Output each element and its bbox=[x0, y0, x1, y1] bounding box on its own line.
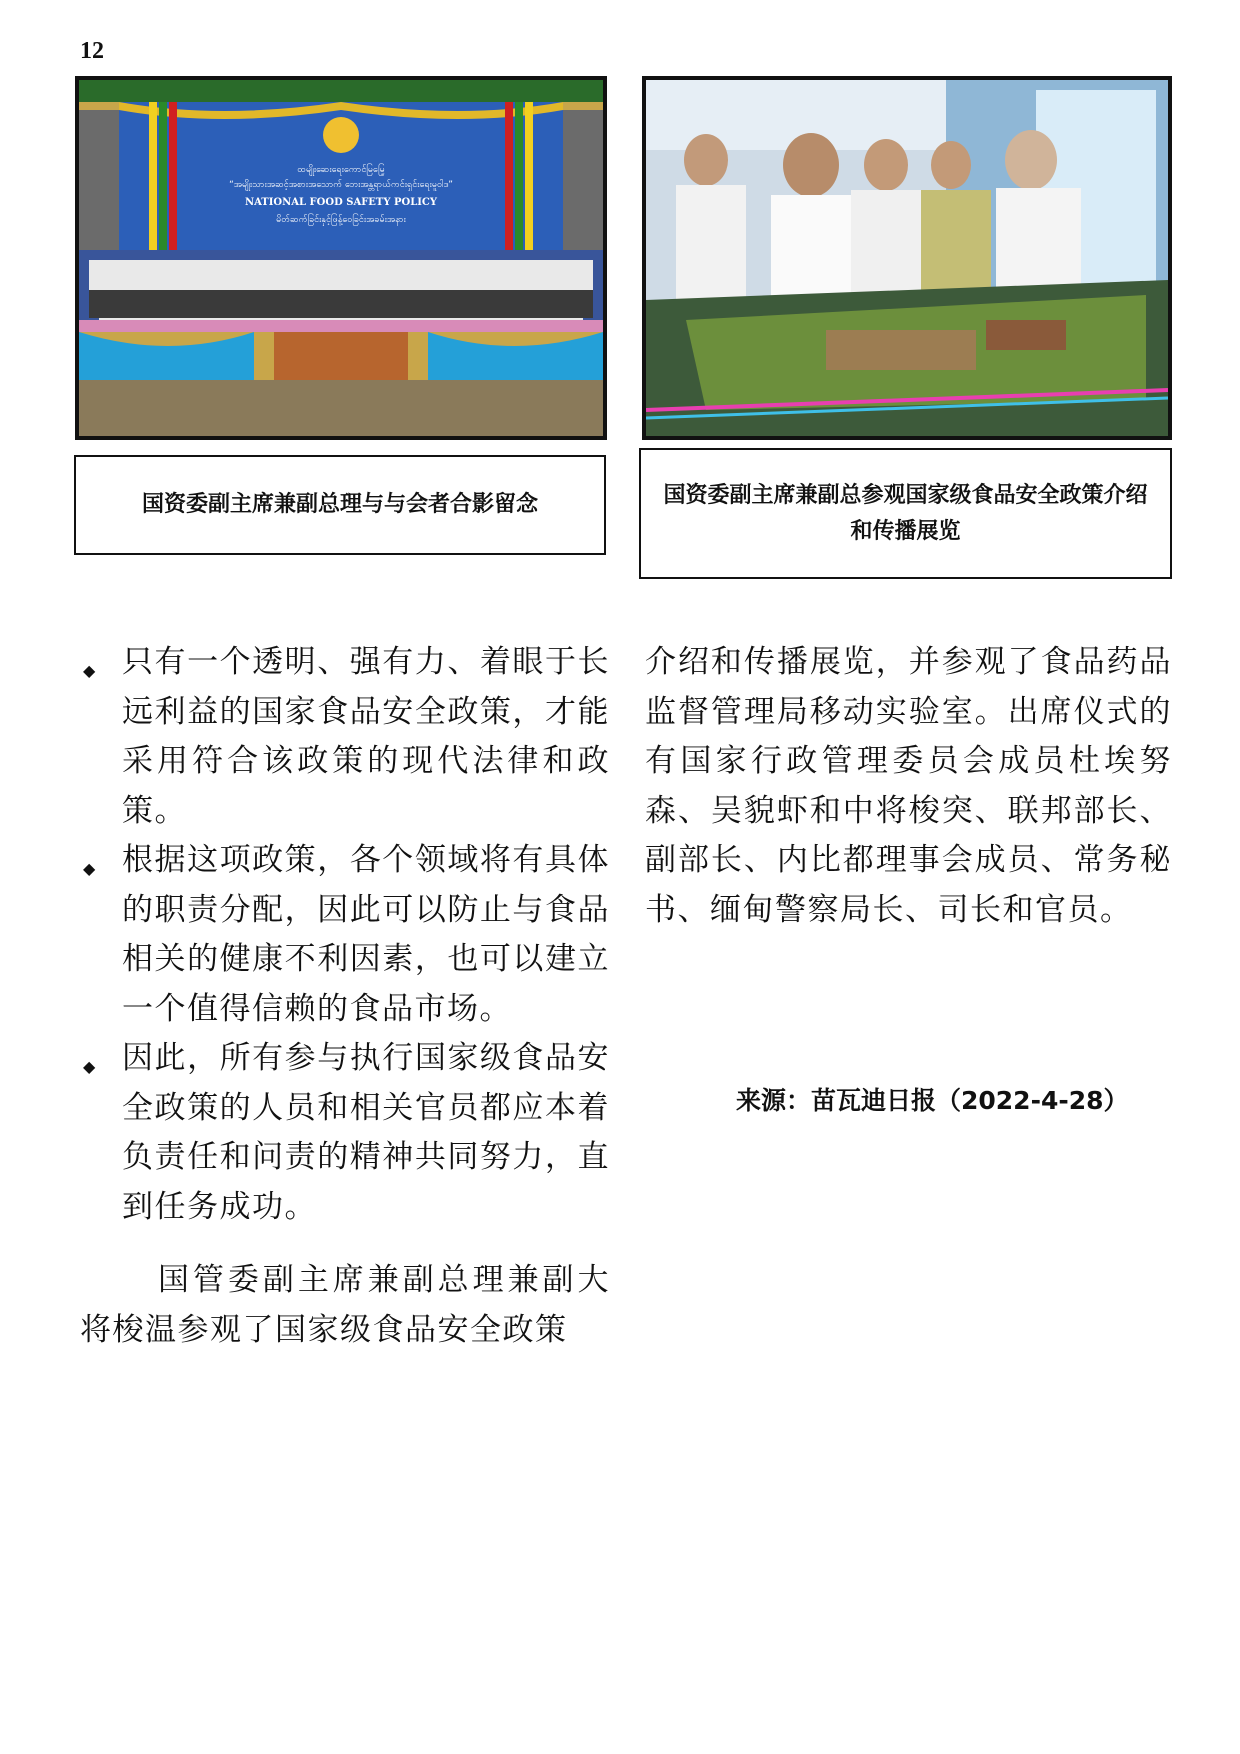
bullet-item bbox=[80, 638, 610, 836]
diamond-bullet-icon: ◆ bbox=[83, 661, 97, 680]
source-citation: 来源：苗瓦迪日报（2022-4-28） bbox=[736, 1086, 1129, 1115]
photo-caption-2: 国资委副主席兼副总参观国家级食品安全政策介绍和传播展览 bbox=[639, 448, 1172, 579]
body-paragraph-right: 介绍和传播展览，并参观了食品药品监督管理局移动实验室。出席仪式的有国家行政管理委员会成员杜埃努森、吴貌虾和中将梭突、联邦部长、副部长、内比都理事会成员、常务秘书、缅甸警察局长、司长和官员。 bbox=[645, 644, 1172, 928]
bullet-text: 根据这项政策，各个领域将有具体的职责分配，因此可以防止与食品相关的健康不利因素，也可以建立一个值得信赖的食品市场。 bbox=[122, 842, 610, 1027]
photo-caption-1: 国资委副主席兼副总理与与会者合影留念 bbox=[74, 455, 606, 555]
right-column bbox=[645, 638, 1172, 935]
bullet-text: 因此，所有参与执行国家级食品安全政策的人员和相关官员都应本着负责任和问责的精神共同努力，直到任务成功。 bbox=[122, 1040, 610, 1225]
exhibition-photo-illustration bbox=[646, 80, 1168, 436]
group-photo bbox=[75, 76, 607, 440]
bullet-item bbox=[80, 1034, 610, 1232]
exhibition-photo bbox=[642, 76, 1172, 440]
banner-en: NATIONAL FOOD SAFETY POLICY bbox=[244, 197, 438, 208]
diamond-bullet-icon: ◆ bbox=[83, 1057, 97, 1076]
body-paragraph-left: 国管委副主席兼副总理兼副大将梭温参观了国家级食品安全政策 bbox=[80, 1262, 610, 1348]
diamond-bullet-icon: ◆ bbox=[83, 859, 97, 878]
banner-top: ထမျိုးဆေးရေးကောင်မြမြေ့ bbox=[297, 165, 385, 175]
bullet-list bbox=[80, 638, 610, 1232]
left-column bbox=[80, 638, 610, 1355]
group-photo-illustration bbox=[79, 80, 603, 436]
bullet-text: 只有一个透明、强有力、着眼于长远利益的国家食品安全政策，才能采用符合该政策的现代法律和政策。 bbox=[122, 644, 610, 829]
page-number: 12 bbox=[80, 38, 104, 64]
banner-bottom: မိတ်ဆက်ခြင်းနှင့်ဖြန့်ဝေခြင်းအခမ်းအနား bbox=[276, 215, 406, 225]
bullet-item bbox=[80, 836, 610, 1034]
banner-quote: “အမျိုးသားအဆင့်အစားအသောက် ဘေးအန္တရာယ်ကင်းရှင်းရေးမူဝါဒ” bbox=[229, 180, 453, 190]
